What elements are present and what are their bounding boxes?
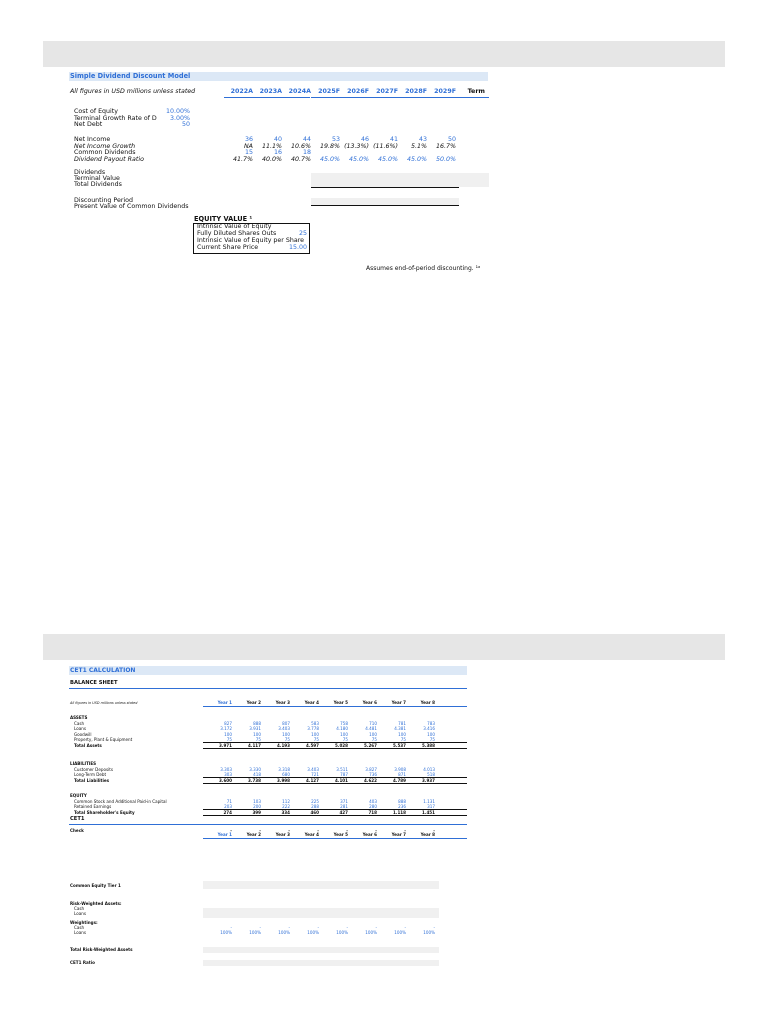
row-value: 50: [447, 136, 456, 143]
cell-value: 3.908: [394, 766, 406, 772]
row-value: 5.1%: [411, 142, 427, 150]
cell-value: -: [404, 828, 406, 833]
year-header-2029f: 2029F: [434, 88, 456, 95]
cell-value: 5.267: [364, 742, 377, 748]
bs-year: Year 4: [304, 700, 319, 705]
cet1-year: Year 3: [275, 832, 290, 837]
cell-value: 403: [369, 798, 377, 804]
equity-row: [197, 223, 308, 230]
equity-row-label: Current Share Price: [197, 244, 259, 251]
cell-value: 200: [253, 804, 261, 809]
equity-value-box: [193, 223, 310, 254]
cell-value: 100: [427, 731, 435, 737]
cell-value: 274: [223, 809, 232, 815]
row-value: 40.7%: [290, 155, 311, 163]
cell-value: 100%: [365, 930, 377, 935]
discounting-note: Assumes end-of-period discounting. ¹ᵃ: [366, 265, 481, 272]
cell-value: 75: [400, 737, 406, 742]
cell-value: 3.937: [422, 777, 435, 783]
row-value: 45.0%: [377, 155, 398, 163]
cell-value: 736: [369, 772, 377, 777]
bs-year: Year 5: [333, 700, 348, 705]
common-equity-shade: [203, 881, 439, 889]
rwa-heading: Risk-Weighted Assets:: [70, 901, 122, 906]
liabilities-row-label: Long-Term Debt: [74, 772, 107, 777]
cell-value: -: [404, 925, 406, 930]
assets-total-bottom-rule: [203, 748, 467, 749]
total-rwa-label: Total Risk-Weighted Assets: [70, 947, 133, 952]
row-value: 44: [302, 136, 311, 143]
cell-value: 100%: [423, 930, 435, 935]
cell-value: 871: [398, 772, 406, 777]
cell-value: 100%: [249, 930, 261, 935]
cell-value: 827: [224, 720, 232, 726]
page-2-header-band: [43, 634, 725, 660]
cell-value: 3.330: [249, 766, 261, 772]
present-value-rule: [311, 205, 459, 206]
cell-value: -: [259, 828, 261, 833]
ddm-title: Simple Dividend Discount Model: [69, 72, 488, 81]
cell-value: 4.193: [277, 742, 290, 748]
cell-value: -: [433, 828, 435, 833]
row-value: 41.7%: [232, 155, 253, 163]
year-header-2025f: 2025F: [318, 88, 340, 95]
row-label: Dividend Payout Ratio: [74, 155, 144, 163]
cell-value: 807: [282, 720, 290, 726]
row-value: 45.0%: [348, 155, 369, 163]
rwa-loans-label: Loans: [74, 911, 86, 916]
cell-value: 100: [224, 731, 232, 737]
equity-heading: EQUITY: [70, 793, 87, 798]
cet1-year: Year 1: [217, 832, 232, 837]
cell-value: 3.600: [219, 777, 232, 783]
cell-value: 112: [282, 798, 290, 804]
cell-value: 4.789: [393, 777, 406, 783]
equity-row: [197, 230, 308, 237]
cet1-year: Year 2: [246, 832, 261, 837]
cell-value: 303: [224, 772, 232, 777]
bs-year: Year 3: [275, 700, 290, 705]
row-value: 43: [418, 136, 427, 143]
cell-value: 3.998: [277, 777, 290, 783]
ddm-year-underline-actual: [224, 97, 310, 98]
cet1-ratio-label: CET1 Ratio: [70, 960, 95, 965]
row-value: 11.1%: [261, 142, 282, 150]
cell-value: 5.537: [393, 742, 406, 748]
cell-value: 288: [311, 804, 319, 809]
cet1-subtitle: All figures in USD millions unless stated: [70, 701, 138, 705]
cell-value: -: [288, 828, 290, 833]
input-value: 50: [181, 121, 190, 128]
cell-value: 718: [368, 809, 377, 815]
cell-value: 75: [313, 737, 319, 742]
bs-year: Year 2: [246, 700, 261, 705]
assets-heading: ASSETS: [70, 715, 88, 720]
cell-value: 680: [282, 772, 290, 777]
assets-row-label: Loans: [74, 726, 86, 731]
cell-value: 71: [226, 798, 232, 804]
cell-value: 4.127: [306, 777, 319, 783]
cell-value: 3.931: [249, 726, 261, 731]
dividend-label: Total Dividends: [74, 181, 122, 188]
cell-value: 225: [311, 798, 319, 804]
bs-year: Year 8: [420, 700, 435, 705]
cell-value: -: [317, 925, 319, 930]
equity-row-value: 15.00: [288, 244, 307, 251]
equity-total-label: Total Shareholder's Equity: [74, 809, 135, 815]
row-label: Net Income Growth: [74, 142, 136, 150]
cet1-year: Year 6: [362, 832, 377, 837]
cell-value: 100: [282, 731, 290, 737]
cell-value: -: [346, 828, 348, 833]
cell-value: 75: [226, 737, 232, 742]
row-value: 15: [244, 149, 253, 156]
cell-value: 3.511: [336, 766, 348, 772]
cell-value: 783: [427, 720, 435, 726]
total-dividends-rule: [311, 187, 459, 188]
year-header-2023a: 2023A: [259, 88, 282, 95]
cell-value: 4.117: [248, 742, 261, 748]
dividends-shade: [311, 173, 489, 187]
cell-value: -: [230, 925, 232, 930]
cell-value: 203: [224, 804, 232, 809]
discount-label: Discounting Period: [74, 197, 134, 204]
cell-value: 75: [429, 737, 435, 742]
cell-value: 222: [282, 804, 290, 809]
cell-value: 100%: [307, 930, 319, 935]
cet1-year: Year 8: [420, 832, 435, 837]
cell-value: 758: [340, 720, 348, 726]
year-header-2026f: 2026F: [347, 88, 369, 95]
liabilities-total-bottom-rule: [203, 783, 467, 784]
cell-value: 100: [340, 731, 348, 737]
dividend-label: Terminal Value: [74, 175, 120, 182]
row-label: Common Dividends: [74, 149, 136, 156]
cell-value: 4.622: [364, 777, 377, 783]
row-value: 18: [302, 149, 311, 156]
year-header-2027f: 2027F: [376, 88, 398, 95]
cell-value: 3.403: [278, 726, 290, 731]
cet1-year: Year 7: [391, 832, 406, 837]
cell-value: -: [259, 925, 261, 930]
cell-value: -: [317, 828, 319, 833]
cell-value: 781: [398, 720, 406, 726]
assets-total-label: Total Assets: [74, 742, 102, 748]
cet1-title: CET1 CALCULATION: [69, 666, 467, 675]
rwa-cash-label: Cash: [74, 906, 85, 911]
equity-row-label: Intrinsic Value of Equity: [197, 223, 272, 230]
cell-value: 583: [311, 720, 319, 726]
dividend-label: Dividends: [74, 169, 106, 176]
cell-value: 75: [342, 737, 348, 742]
liabilities-heading: LIABILITIES: [70, 761, 97, 766]
cell-value: 3.416: [423, 726, 435, 731]
ddm-sheet: [69, 72, 489, 282]
cell-value: 427: [339, 809, 348, 815]
cell-value: 100%: [278, 930, 290, 935]
equity-row-label: Retained Earnings: [74, 804, 112, 809]
cell-value: 3.172: [220, 726, 232, 731]
page-1-header-band: [43, 41, 725, 67]
cell-value: 3.778: [307, 726, 319, 731]
bs-year: Year 7: [391, 700, 406, 705]
bs-year: Year 6: [362, 700, 377, 705]
cell-value: 3.303: [220, 766, 232, 772]
row-value: 19.8%: [319, 142, 340, 150]
cell-value: 3.738: [248, 777, 261, 783]
row-value: NA: [243, 142, 253, 150]
equity-row: [197, 244, 308, 251]
ddm-year-underline-forecast: [311, 97, 489, 98]
cell-value: -: [375, 925, 377, 930]
cell-value: -: [346, 925, 348, 930]
cet1-year: Year 5: [333, 832, 348, 837]
equity-row-label: Intrinsic Value of Equity per Share: [197, 237, 305, 244]
cet1-section-title: CET1: [70, 816, 85, 822]
liabilities-total-label: Total Liabilities: [74, 777, 110, 783]
cell-value: 3.827: [365, 766, 377, 772]
cell-value: 5.028: [335, 742, 348, 748]
row-label: Net Income: [74, 136, 111, 143]
cell-value: 4.180: [336, 726, 348, 731]
equity-row-label: Fully Diluted Shares Outs: [197, 230, 277, 237]
cell-value: 4.101: [335, 777, 348, 783]
cell-value: 4.381: [394, 726, 406, 731]
cell-value: 888: [253, 720, 261, 726]
cell-value: 100: [369, 731, 377, 737]
rwa-shade: [203, 908, 439, 918]
equity-row-value: 25: [298, 230, 307, 237]
cell-value: 75: [284, 737, 290, 742]
cell-value: 888: [398, 798, 406, 804]
input-label: Cost of Equity: [74, 108, 118, 115]
cell-value: -: [230, 828, 232, 833]
cell-value: 371: [340, 798, 348, 804]
cell-value: 281: [340, 804, 348, 809]
cell-value: -: [375, 828, 377, 833]
cell-value: 75: [371, 737, 377, 742]
row-value: 45.0%: [319, 155, 340, 163]
row-value: 45.0%: [406, 155, 427, 163]
row-value: (13.3%): [344, 142, 369, 150]
cell-value: 1.451: [422, 809, 435, 815]
cell-value: 100: [253, 731, 261, 737]
cell-value: 721: [311, 772, 319, 777]
input-value: 3.00%: [169, 114, 190, 122]
cell-value: 4.481: [365, 726, 377, 731]
cet1-year: Year 4: [304, 832, 319, 837]
cell-value: 4.013: [423, 766, 435, 772]
year-header-2024a: 2024A: [288, 88, 311, 95]
cell-value: 100: [398, 731, 406, 737]
cell-value: 460: [310, 809, 319, 815]
weight-loans-label: Loans: [74, 930, 86, 935]
ddm-subtitle: All figures in USD millions unless stated: [70, 88, 196, 95]
cell-value: 418: [253, 772, 261, 777]
row-value: 53: [331, 136, 340, 143]
balance-sheet-underline: [69, 688, 467, 689]
cell-value: 710: [369, 720, 377, 726]
cet1-section-underline: [69, 824, 467, 825]
check-label: Check: [70, 828, 84, 833]
row-value: 36: [244, 136, 253, 143]
cell-value: 518: [427, 772, 435, 777]
equity-row: [197, 237, 308, 244]
input-label: Terminal Growth Rate of D: [74, 114, 157, 122]
cell-value: 75: [255, 737, 261, 742]
cell-value: 3.971: [219, 742, 232, 748]
input-label: Net Debt: [74, 121, 103, 128]
row-value: 46: [360, 136, 369, 143]
cet1-ratio-shade: [203, 960, 439, 966]
weight-cash-label: Cash: [74, 925, 85, 930]
cell-value: 100%: [220, 930, 232, 935]
row-value: (11.6%): [373, 142, 398, 150]
assets-row-label: Property, Plant & Equipment: [74, 737, 133, 742]
input-value: 10.00%: [165, 108, 190, 115]
balance-sheet-title: BALANCE SHEET: [70, 680, 118, 686]
cell-value: -: [433, 925, 435, 930]
cell-value: -: [288, 925, 290, 930]
cell-value: 3.403: [307, 766, 319, 772]
cell-value: 399: [252, 809, 261, 815]
ddm-year-header: [224, 88, 489, 96]
equity-value-title: EQUITY VALUE ¹: [194, 215, 253, 223]
cell-value: 100: [311, 731, 319, 737]
cet1-year-underline: [203, 838, 467, 839]
assets-row-label: Cash: [74, 720, 85, 726]
bs-year: Year 1: [217, 700, 232, 705]
cell-value: 1.118: [393, 809, 406, 815]
cell-value: 236: [398, 804, 406, 809]
total-rwa-shade: [203, 947, 439, 953]
cell-value: 103: [253, 798, 261, 804]
cell-value: 317: [427, 804, 435, 809]
cell-value: 4.597: [306, 742, 319, 748]
row-value: 40.0%: [261, 155, 282, 163]
year-header-2022a: 2022A: [230, 88, 253, 95]
cell-value: 787: [340, 772, 348, 777]
row-value: 40: [273, 136, 282, 143]
equity-row-label: Common Stock and Additional Paid-in Capital: [74, 798, 167, 804]
cell-value: 3.318: [278, 766, 290, 772]
cell-value: 100%: [336, 930, 348, 935]
assets-row-label: Goodwill: [74, 731, 92, 737]
common-equity-label: Common Equity Tier 1: [70, 883, 121, 888]
row-value: 10.6%: [290, 142, 311, 150]
weightings-heading: Weightings:: [70, 920, 98, 925]
cell-value: 1.131: [423, 798, 435, 804]
row-value: 16: [273, 149, 282, 156]
year-header-2028f: 2028F: [405, 88, 427, 95]
row-value: 41: [389, 136, 398, 143]
cell-value: 280: [369, 804, 377, 809]
row-value: 16.7%: [435, 142, 456, 150]
liabilities-row-label: Customer Deposits: [74, 766, 113, 772]
discount-label: Present Value of Common Dividends: [74, 203, 189, 210]
row-value: 50.0%: [435, 155, 456, 163]
cell-value: 100%: [394, 930, 406, 935]
cet1-sheet: [69, 664, 469, 974]
balance-year-underline: [203, 706, 467, 707]
year-header-term: Term: [467, 88, 485, 95]
equity-total-bottom-rule: [203, 815, 467, 816]
cell-value: 5.388: [422, 742, 435, 748]
discount-shade: [311, 198, 459, 205]
cell-value: 334: [281, 809, 290, 815]
